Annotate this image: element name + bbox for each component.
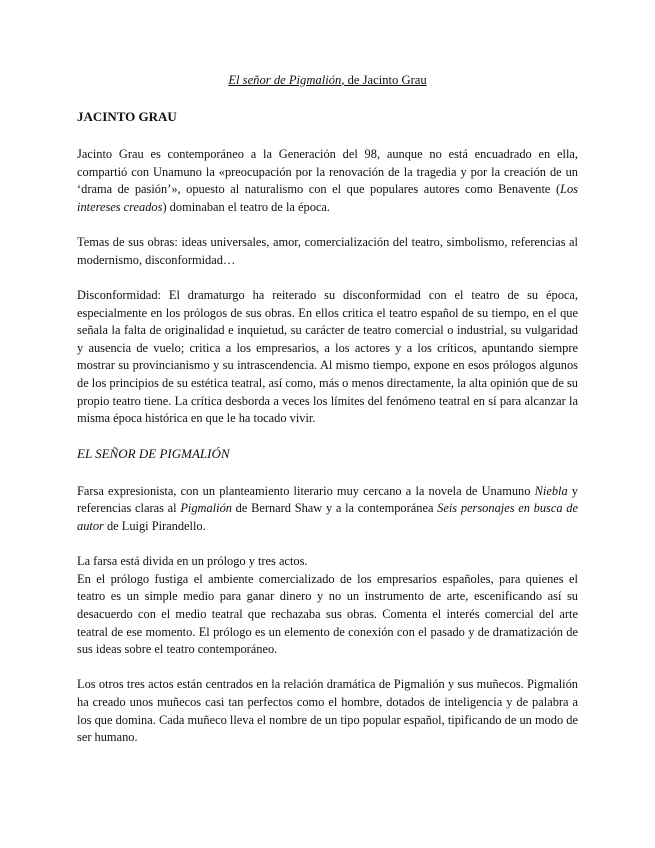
farce-text-4: de Luigi Pirandello. — [103, 519, 206, 534]
farce-text-3: de Bernard Shaw y a la contemporánea — [231, 501, 438, 516]
structure-line: La farsa está divida en un prólogo y tres actos. — [77, 554, 308, 569]
intro-italic-title: Los intereses creados — [77, 182, 578, 214]
farce-text-1: Farsa expresionista, con un planteamiento literario muy cercano a la novela de Unamuno — [77, 483, 535, 498]
title-rest: , de Jacinto Grau — [341, 73, 427, 87]
intro-text-after: ) dominaban el teatro de la época. — [162, 199, 330, 214]
author-heading: JACINTO GRAU — [77, 108, 177, 124]
disconformity-paragraph: Disconformidad: El dramaturgo ha reiterado su disconformidad con el teatro de su época, especialmente en los prólogos de sus obras. En ellos critica el teatro español de su tiempo, en el que señala la falta de originalidad e inquietud, su carácter de teatro comercial o industrial, su vulgaridad y ausencia de vuelo; critica a los empresarios, a los actores y a los críticos, apuntando siempre mostrar su provincianismo y su intrascendencia. Al mismo tiempo, expone en esos prólogos algunos de los principios de su estética teatral, así como, más o menos directamente, la alta opinión que de su propio teatro tiene. La crítica desborda a veces los límites del fenómeno teatral en sí para alcanzar la misma época histórica en que le ha tocado vivir. — [77, 287, 578, 426]
document-title — [77, 72, 578, 90]
farce-italic-seis-personajes: Seis personajes en busca de autor — [77, 501, 578, 534]
acts-paragraph: Los otros tres actos están centrados en la relación dramática de Pigmalión y sus muñecos. Pigmalión ha creado unos muñecos casi tan perfectos como el hombre, dotados de inteligencia y de palabra a los que domina. Cada muñeco lleva el nombre de un tipo popular español, tipificando de un modo de ser humano. — [77, 677, 578, 745]
farce-italic-pigmalion: Pigmalión — [180, 501, 232, 516]
section-heading: EL SEÑOR DE PIGMALIÓN — [77, 446, 230, 462]
document-page — [77, 72, 578, 764]
farce-paragraph — [77, 483, 578, 536]
themes-paragraph: Temas de sus obras: ideas universales, amor, comercialización del teatro, simbolismo, referencias al modernismo, disconformidad… — [77, 235, 578, 267]
prologue-paragraph: En el prólogo fustiga el ambiente comercializado de los empresarios españoles, para quienes el teatro es un simple medio para ganar dinero y no un instrumento de arte, escenificando así su desacuerdo con el medio teatral que rechazaba sus obras. Comenta el interés comercial del arte teatral de ese momento. El prólogo es un elemento de conexión con el pasado y de dramatización de sus ideas sobre el teatro contemporáneo. — [77, 571, 578, 657]
farce-italic-niebla: Niebla — [534, 483, 568, 498]
title-work: El señor de Pigmalión — [228, 73, 342, 87]
intro-text-before: Jacinto Grau es contemporáneo a la Generación del 98, aunque no está encuadrado en ella, compartió con Unamuno la «preocupación por la renovación de la tragedia y por la creación de un ‘drama de pasión’», opuesto al naturalismo con el que populares autores como Benavente ( — [77, 147, 578, 197]
farce-text-2: y referencias claras al — [77, 483, 579, 516]
intro-paragraph — [77, 146, 578, 216]
